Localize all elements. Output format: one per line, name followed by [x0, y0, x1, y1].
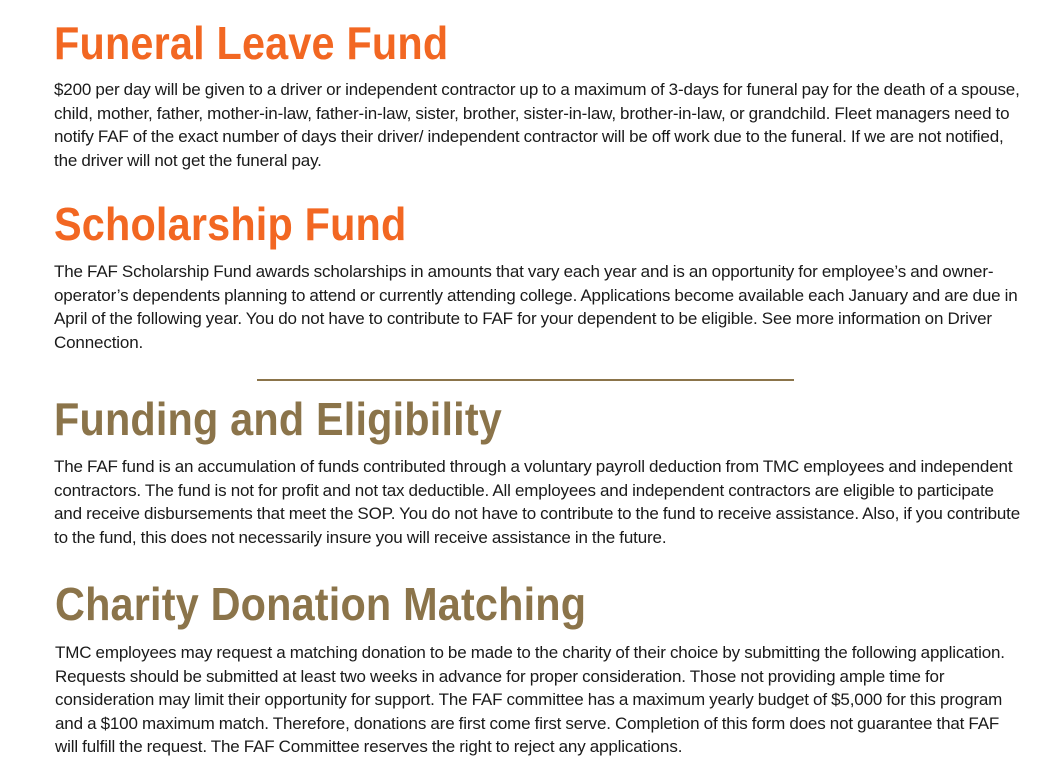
funding-eligibility-section	[54, 392, 1024, 549]
funding-eligibility-body: The FAF fund is an accumulation of funds contributed through a voluntary payroll deduction from TMC employees and independent contractors. The fund is not for profit and not tax deductible. All employees and independent contractors are eligible to participate and receive disbursements that meet the SOP. You do not have to contribute to the fund to receive assistance. Also, if you contribute to the fund, this does not necessarily insure you will receive assistance in the future.	[54, 457, 1021, 547]
scholarship-heading: Scholarship Fund	[54, 198, 407, 250]
charity-matching-body: TMC employees may request a matching donation to be made to the charity of their choice by submitting the following application. Requests should be submitted at least two weeks in advance for proper consideration. Those not providing ample time for consideration may limit their opportunity for support. The FAF committee has a maximum yearly budget of $5,000 for this program and a $100 maximum match. Therefore, donations are first come first serve. Completion of this form does not guarantee that FAF will fulfill the request. The FAF Committee reserves the right to reject any applications.	[55, 643, 1005, 756]
funding-eligibility-heading: Funding and Eligibility	[54, 393, 503, 445]
funeral-leave-section	[54, 16, 1024, 172]
section-divider	[257, 379, 794, 381]
funeral-leave-heading: Funeral Leave Fund	[54, 17, 449, 69]
charity-matching-heading: Charity Donation Matching	[55, 578, 587, 630]
charity-matching-section	[55, 577, 1025, 759]
scholarship-section	[54, 197, 1024, 354]
scholarship-body: The FAF Scholarship Fund awards scholarships in amounts that vary each year and is an opportunity for employee’s and owner-operator’s dependents planning to attend or currently attending college. Applications become available each January and are due in April of the following year. You do not have to contribute to FAF for your dependent to be eligible. See more information on Driver Connection.	[54, 262, 1018, 352]
funeral-leave-body: $200 per day will be given to a driver or independent contractor up to a maximum of 3-days for funeral pay for the death of a spouse, child, mother, father, mother-in-law, father-in-law, sister, brother, sister-in-law, brother-in-law, or grandchild. Fleet managers need to notify FAF of the exact number of days their driver/ independent contractor will be off work due to the funeral. If we are not notified, the driver will not get the funeral pay.	[54, 80, 1020, 170]
